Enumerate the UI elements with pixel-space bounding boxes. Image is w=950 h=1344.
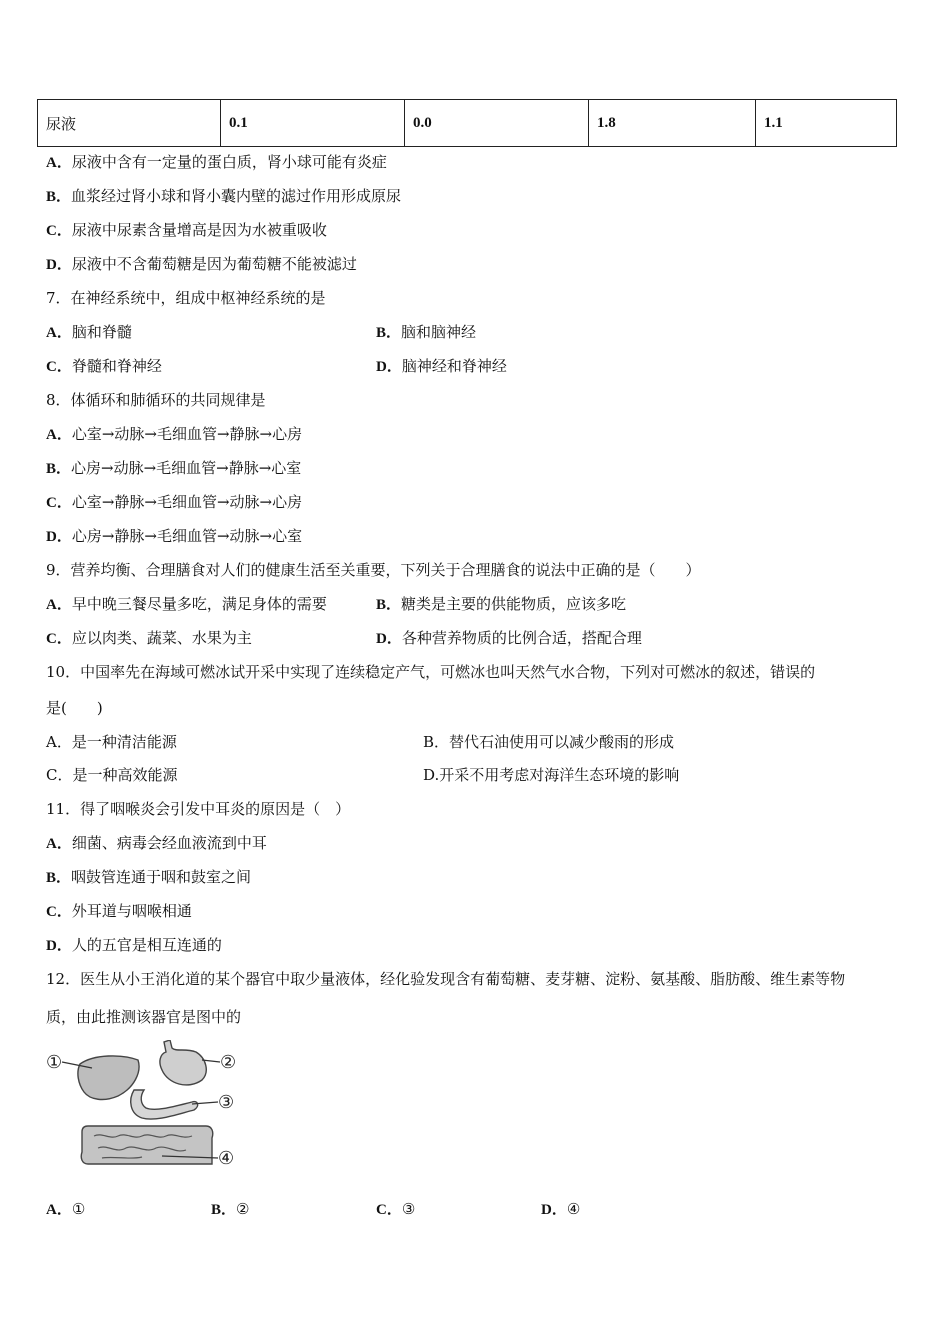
q10-stem-line1: 10．中国率先在海域可燃冰试开采中实现了连续稳定产气，可燃冰也叫天然气水合物，下列对可燃冰的叙述，错误的 [46, 663, 816, 681]
q6-option-a [46, 151, 387, 172]
q12-option-d [541, 1198, 580, 1219]
option-text: 应以肉类、蔬菜、水果为主 [71, 629, 252, 647]
option-text: 脊髓和脊神经 [71, 357, 162, 375]
q7-option-b [376, 321, 476, 342]
stomach-shape [160, 1040, 206, 1085]
table-cell: 0.1 [221, 100, 405, 147]
q11-option-a [46, 832, 267, 853]
option-text: 糖类是主要的供能物质，应该多吃 [401, 595, 627, 613]
option-key: D． [46, 257, 72, 273]
table-cell: 1.8 [589, 100, 756, 147]
option-key: B． [211, 1202, 237, 1218]
option-key: A． [46, 155, 72, 171]
option-key: A． [46, 1202, 72, 1218]
option-text: 心室→静脉→毛细血管→动脉→心房 [71, 493, 303, 511]
option-key: C． [46, 904, 72, 920]
option-key: D． [541, 1202, 567, 1218]
option-key: B． [423, 733, 450, 751]
q7-stem: 7．在神经系统中，组成中枢神经系统的是 [46, 289, 326, 307]
q10-stem-line2: 是( ) [46, 699, 103, 717]
q9-option-b [376, 593, 626, 614]
option-text: ① [71, 1200, 86, 1218]
q11-option-c [46, 900, 192, 921]
option-text: 尿液中不含葡萄糖是因为葡萄糖不能被滤过 [71, 255, 357, 273]
q10-option-d [423, 764, 679, 785]
option-text: 心房→动脉→毛细血管→静脉→心室 [71, 459, 302, 477]
option-text: 是一种高效能源 [72, 766, 178, 784]
option-key: C． [46, 359, 72, 375]
q9-option-c [46, 627, 252, 648]
option-key: B． [46, 870, 72, 886]
option-key: C． [46, 223, 72, 239]
option-key: C． [46, 495, 72, 511]
option-text: 脑和脑神经 [401, 323, 477, 341]
q12-option-b [211, 1198, 249, 1219]
duodenum-shape [131, 1090, 198, 1119]
q9-stem: 9．营养均衡、合理膳食对人们的健康生活至关重要，下列关于合理膳食的说法中正确的是（ ） [46, 561, 701, 579]
figure-label-3: ③ [218, 1092, 235, 1113]
option-text: 开采不用考虑对海洋生态环境的影响 [439, 766, 680, 784]
option-key: A． [46, 836, 72, 852]
option-text: 心房→静脉→毛细血管→动脉→心室 [71, 527, 303, 545]
option-key: C． [46, 766, 73, 784]
q12-stem-line2: 质，由此推测该器官是图中的 [46, 1008, 242, 1026]
q9-option-a [46, 593, 327, 614]
option-key: D． [46, 938, 72, 954]
q8-option-b [46, 457, 301, 478]
option-key: D． [376, 359, 402, 375]
option-text: 脑和脊髓 [71, 323, 132, 341]
option-key: B． [376, 597, 402, 613]
q6-option-c [46, 219, 327, 240]
option-key: B． [46, 461, 72, 477]
option-text: 外耳道与咽喉相通 [71, 902, 192, 920]
q6-option-b [46, 185, 401, 206]
table-cell-label: 尿液 [38, 100, 221, 147]
q8-stem: 8．体循环和肺循环的共同规律是 [46, 391, 266, 409]
option-key: A． [46, 427, 72, 443]
option-text: 各种营养物质的比例合适，搭配合理 [401, 629, 642, 647]
q10-option-c [46, 764, 178, 785]
option-key: D． [376, 631, 402, 647]
option-text: 尿液中尿素含量增高是因为水被重吸收 [71, 221, 327, 239]
option-key: D． [46, 529, 72, 545]
option-text: ② [236, 1200, 250, 1218]
option-text: ③ [401, 1200, 416, 1218]
liver-shape [78, 1056, 139, 1100]
q11-option-b [46, 866, 251, 887]
q7-option-c [46, 355, 162, 376]
table-cell: 0.0 [405, 100, 589, 147]
option-text: 细菌、病毒会经血液流到中耳 [71, 834, 267, 852]
option-key: B． [46, 189, 72, 205]
figure-label-4: ④ [218, 1148, 235, 1169]
option-key: D. [423, 766, 440, 784]
q10-option-a [46, 731, 177, 752]
option-text: 人的五官是相互连通的 [71, 936, 222, 954]
option-text: 心室→动脉→毛细血管→静脉→心房 [71, 425, 303, 443]
option-text: 脑神经和脊神经 [401, 357, 507, 375]
data-table [37, 99, 897, 147]
option-key: C． [376, 1202, 402, 1218]
q8-option-d [46, 525, 302, 546]
intestine-shape [81, 1126, 213, 1164]
option-key: B． [376, 325, 402, 341]
option-text: 尿液中含有一定量的蛋白质，肾小球可能有炎症 [71, 153, 387, 171]
q10-option-b [423, 731, 674, 752]
q12-option-c [376, 1198, 415, 1219]
q12-stem-line1: 12．医生从小王消化道的某个器官中取少量液体，经化验发现含有葡萄糖、麦芽糖、淀粉、氨基酸、脂肪酸、维生素等物 [46, 970, 846, 988]
option-text: 是一种清洁能源 [71, 733, 177, 751]
q11-stem: 11．得了咽喉炎会引发中耳炎的原因是（ ） [46, 800, 351, 818]
q9-option-d [376, 627, 642, 648]
q8-option-a [46, 423, 302, 444]
q7-option-d [376, 355, 507, 376]
digestive-system-figure [42, 1040, 242, 1170]
option-key: A． [46, 733, 72, 751]
q11-option-d [46, 934, 222, 955]
option-text: 早中晚三餐尽量多吃，满足身体的需要 [71, 595, 327, 613]
option-text: 替代石油使用可以减少酸雨的形成 [449, 733, 675, 751]
table-cell: 1.1 [756, 100, 897, 147]
option-text: 咽鼓管连通于咽和鼓室之间 [71, 868, 252, 886]
q7-option-a [46, 321, 132, 342]
option-key: A． [46, 325, 72, 341]
table-row [38, 100, 897, 147]
figure-label-1: ① [46, 1052, 63, 1073]
option-text: 血浆经过肾小球和肾小囊内壁的滤过作用形成原尿 [71, 187, 402, 205]
option-key: A． [46, 597, 72, 613]
q12-option-a [46, 1198, 85, 1219]
q6-option-d [46, 253, 357, 274]
option-text: ④ [566, 1200, 581, 1218]
figure-label-2: ② [220, 1052, 237, 1073]
q8-option-c [46, 491, 302, 512]
option-key: C． [46, 631, 72, 647]
